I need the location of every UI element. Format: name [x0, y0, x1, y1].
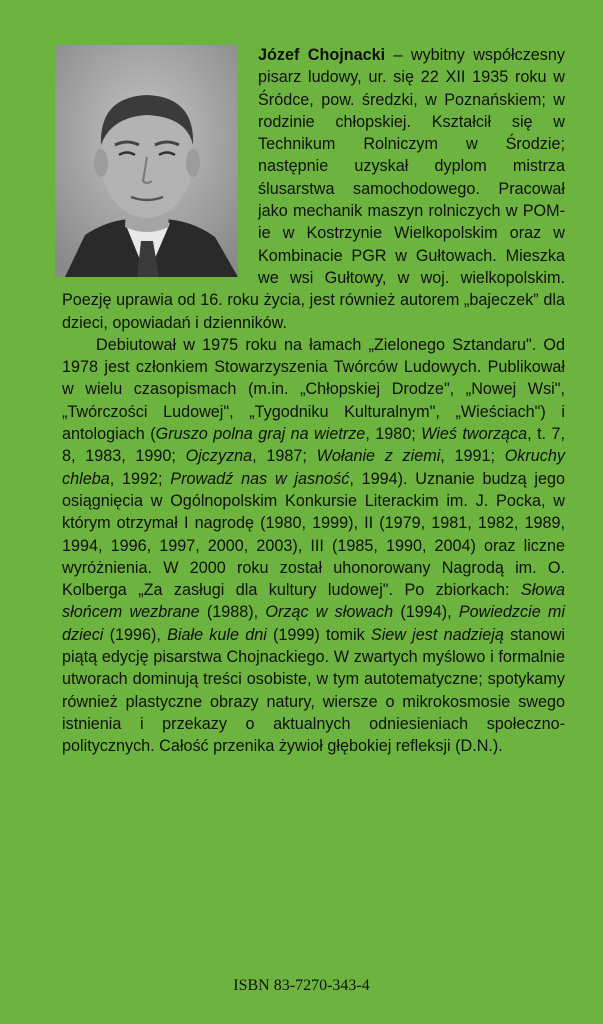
- author-name: Józef Chojnacki: [258, 46, 386, 64]
- isbn: ISBN 83-7270-343-4: [233, 977, 370, 994]
- bio-text-run: (1994),: [393, 603, 459, 622]
- book-title: Białe kule dni: [167, 625, 267, 644]
- book-title: Okruchy chleba: [62, 447, 565, 488]
- bio-text-run: , 1987;: [252, 447, 317, 466]
- bio-text-run: stanowi piątą edycję pisarstwa Chojnackiego. W zwartych myślowo i formalnie utworach dominują treści osobiste, w tym autotematyczne; spotykamy również plastyczne obrazy natury, wiersze o mikrokosmosie swego istnienia i przekazy o aktualnych odniesieniach społeczno-politycznych. Całość przenika żywioł głębokiej refleksji (D.N.).: [62, 625, 565, 756]
- book-title: Ojczyzna: [185, 447, 253, 466]
- bio-text-run: , 1980;: [365, 425, 422, 444]
- author-biography: [62, 44, 565, 758]
- bio-text-run: , 1992;: [109, 469, 171, 488]
- bio-paragraph-2: [62, 334, 565, 758]
- book-title: Prowadź nas w jasność: [170, 469, 350, 488]
- book-title: Gruszo polna graj na wietrze: [155, 425, 366, 444]
- photo-spacer: [62, 44, 258, 284]
- book-title: Słowa słońcem wezbrane: [62, 581, 565, 622]
- book-title: Orząc w słowach: [265, 603, 394, 622]
- bio-text-run: (1988),: [199, 603, 266, 622]
- bio-text-run: Debiutował w 1975 roku na łamach „Zielonego Sztandaru". Od 1978 jest członkiem Stowarzyszenia Twórców Ludowych. Publikował w wielu czasopismach (m.in. „Chłopskiej Drodze", „Nowej Wsi", „Twórczości Ludowej", „Tygodniku Kulturalnym", „Wieściach") i antologiach (: [62, 335, 565, 444]
- book-title: Powiedzcie mi dzieci: [62, 603, 565, 644]
- bio-text-run: (1996),: [103, 625, 168, 644]
- bio-text-run: , 1994). Uznanie budzą jego osiągnięcia w Ogólnopolskim Konkursie Literackim im. J. Pocka, w którym otrzymał I nagrodę (1980, 1999), II (1979, 1981, 1982, 1989, 1994, 1996, 1997, 2000, 2003), III (1985, 1990, 2004) oraz liczne wyróżnienia. W 2000 roku został uhonorowany Nagrodą im. O. Kolberga „Za zasługi dla kultury ludowej". Po zbiorkach:: [62, 469, 565, 600]
- bio-paragraph-1-text: – wybitny współczesny pisarz ludowy, ur. się 22 XII 1935 roku w Śródce, pow. średzki, w Poznańskiem; w rodzinie chłopskiej. Kształcił się w Technikum Rolniczym w Środzie; następnie uzyskał dyplom mistrza ślusarstwa samochodowego. Pracował jako mechanik maszyn rolniczych w POM-ie w Kostrzynie Wielkopolskim oraz w Kombinacie PGR w Gułtowach. Mieszka we wsi Gułtowy, w woj. wielkopolskim. Poezję uprawia od 16. roku życia, jest również autorem „bajeczek” dla dzieci, opowiadań i dzienników.: [62, 46, 565, 332]
- bio-text-run: (1999) tomik: [266, 625, 371, 644]
- book-title: Siew jest nadzieją: [370, 625, 504, 644]
- bio-text-run: , 1991;: [440, 447, 505, 466]
- book-title: Wieś tworząca: [421, 425, 528, 444]
- bio-text-run: , t. 7, 8, 1983, 1990;: [62, 425, 565, 466]
- book-title: Wołanie z ziemi: [316, 447, 441, 466]
